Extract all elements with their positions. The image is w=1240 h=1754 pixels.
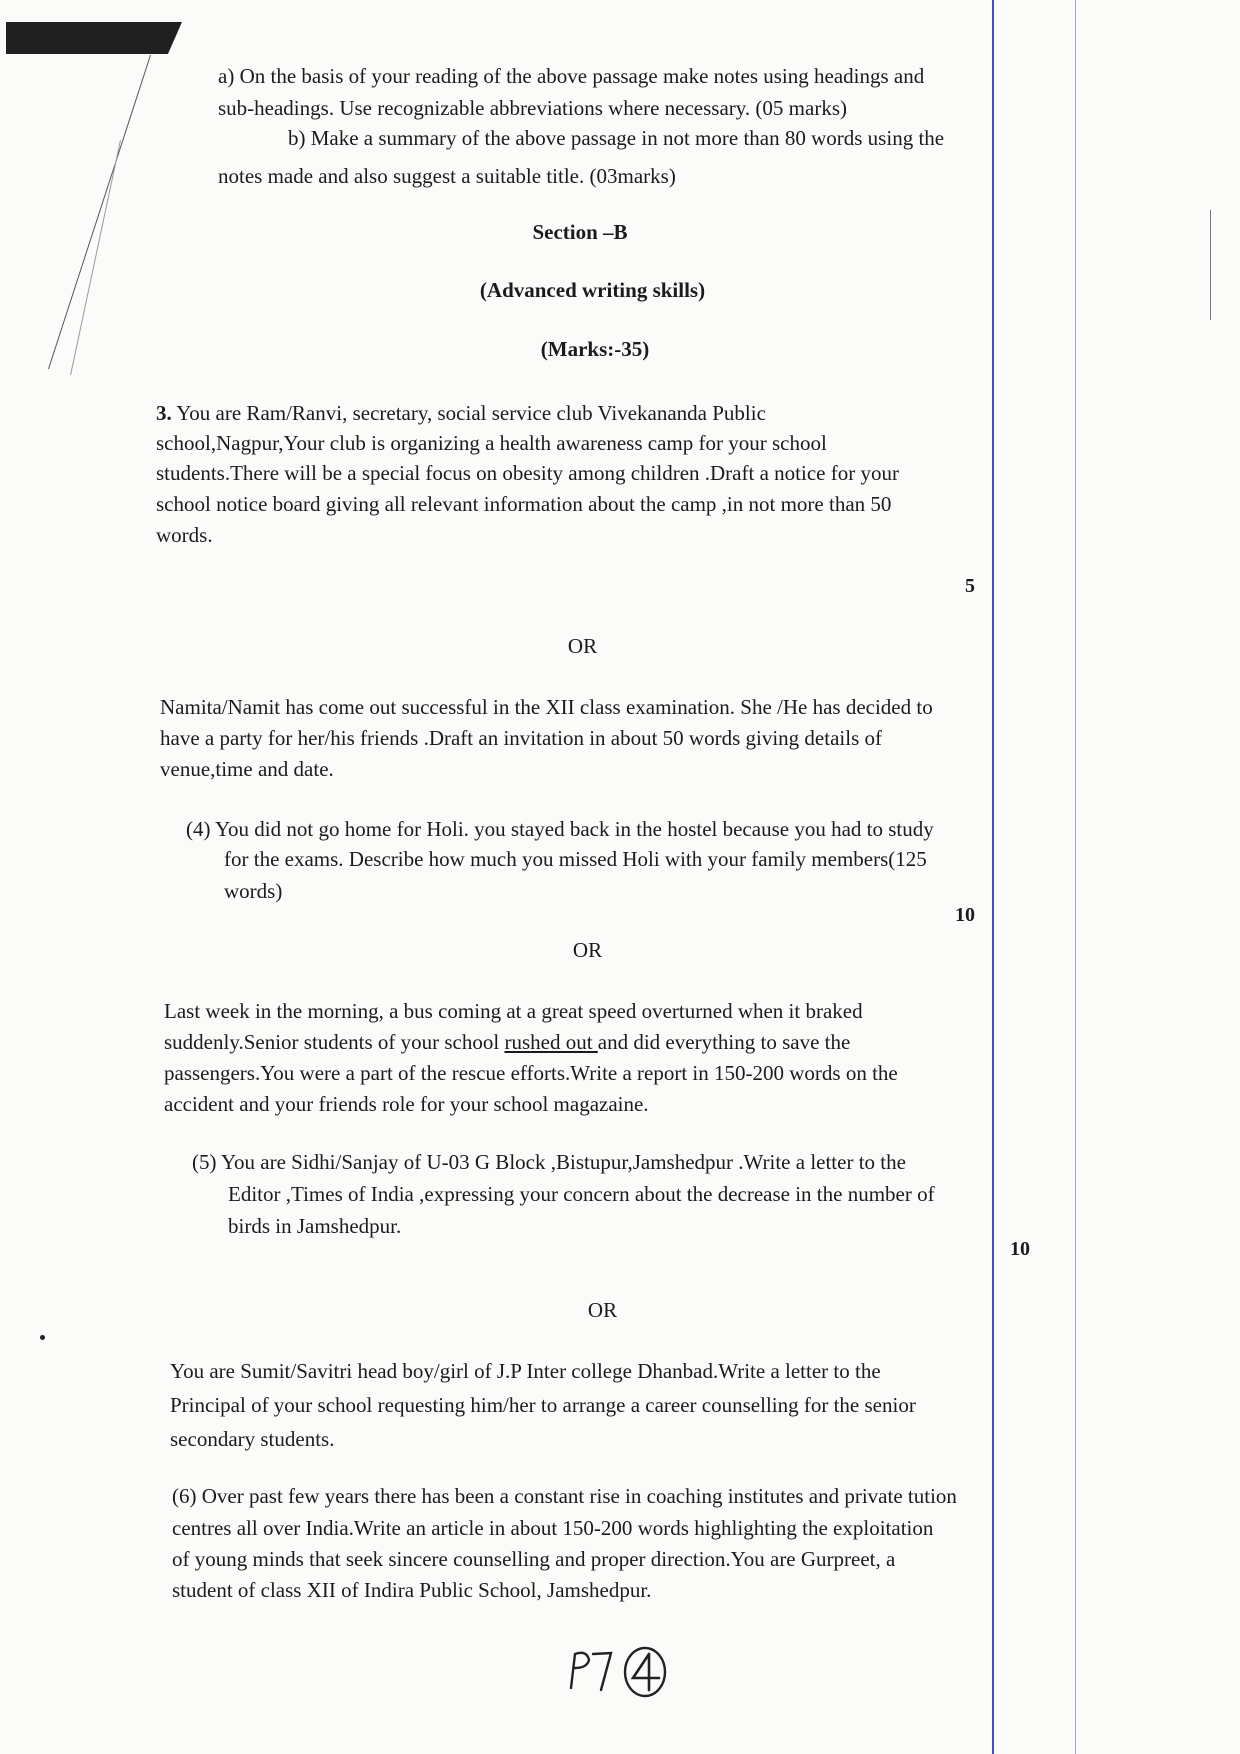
q2a-line-2: sub-headings. Use recognizable abbreviations where necessary. (05 marks) [218, 96, 847, 120]
q4-alt-underlined: rushed out [504, 1030, 598, 1054]
q4-line-3: words) [224, 879, 283, 903]
q3-line-4: school notice board giving all relevant information about the camp ,in not more than 50 [156, 492, 892, 516]
q6-line-4: student of class XII of Indira Public School, Jamshedpur. [172, 1578, 652, 1602]
q4-alt-line-1: Last week in the morning, a bus coming at a great speed overturned when it braked [164, 999, 863, 1023]
q3-text: You are Ram/Ranvi, secretary, social service club Vivekananda Public [176, 401, 766, 425]
q6-line-1: (6) Over past few years there has been a constant rise in coaching institutes and private tution [172, 1484, 957, 1508]
q6-line-2: centres all over India.Write an article in about 150-200 words highlighting the exploitation [172, 1516, 934, 1540]
q4-line-1: (4) You did not go home for Holi. you stayed back in the hostel because you had to study [186, 817, 934, 841]
q2b-line-1: b) Make a summary of the above passage in not more than 80 words using the [288, 126, 945, 150]
q4-alt-text: suddenly.Senior students of your school [164, 1030, 505, 1054]
q3-line-2: school,Nagpur,Your club is organizing a health awareness camp for your school [156, 431, 827, 455]
section-subtitle: (Advanced writing skills) [479, 278, 706, 302]
q4-alt-text: and did everything to save the [597, 1030, 851, 1054]
q3-alt-line-2: have a party for her/his friends .Draft an invitation in about 50 words giving details of [160, 726, 882, 750]
q6-line-3: of young minds that seek sincere counselling and proper direction.You are Gurpreet, a [172, 1547, 896, 1571]
scan-shadow [6, 22, 182, 54]
margin-line [992, 0, 994, 1754]
scan-dot [40, 1335, 45, 1340]
q3-alt-line-1: Namita/Namit has come out successful in the XII class examination. She /He has decided to [160, 695, 933, 719]
scan-mark [1210, 210, 1211, 320]
q5-line-2: Editor ,Times of India ,expressing your concern about the decrease in the number of [228, 1182, 935, 1206]
q3-line-1 [156, 397, 766, 429]
q2a-line-1: a) On the basis of your reading of the above passage make notes using headings and [218, 64, 925, 88]
q5-line-3: birds in Jamshedpur. [228, 1214, 402, 1238]
q3-line-3: students.There will be a special focus on obesity among children .Draft a notice for your [156, 461, 899, 485]
q5-alt-line-2: Principal of your school requesting him/her to arrange a career counselling for the senior [170, 1393, 916, 1417]
q4-alt-line-4: accident and your friends role for your school magazaine. [164, 1092, 649, 1116]
q5-marks: 10 [1010, 1238, 1030, 1260]
q4-or: OR [572, 938, 603, 962]
q3-number: 3. [156, 401, 172, 425]
q5-line-1: (5) You are Sidhi/Sanjay of U-03 G Block ,Bistupur,Jamshedpur .Write a letter to the [192, 1150, 906, 1174]
q2b-line-2: notes made and also suggest a suitable title. (03marks) [218, 164, 676, 188]
q4-marks: 10 [955, 904, 975, 926]
handwritten-page-number [565, 1640, 685, 1700]
page-edge-line [1075, 0, 1076, 1754]
q3-line-5: words. [156, 523, 213, 547]
q5-alt-line-3: secondary students. [170, 1427, 335, 1451]
q3-alt-line-3: venue,time and date. [160, 757, 334, 781]
q3-marks: 5 [965, 575, 975, 597]
section-title: Section –B [532, 220, 628, 244]
q5-alt-line-1: You are Sumit/Savitri head boy/girl of J.P Inter college Dhanbad.Write a letter to the [170, 1359, 881, 1383]
q4-alt-line-2 [164, 1026, 850, 1058]
q4-alt-line-3: passengers.You were a part of the rescue efforts.Write a report in 150-200 words on the [164, 1061, 898, 1085]
section-marks: (Marks:-35) [540, 337, 650, 361]
q4-line-2: for the exams. Describe how much you missed Holi with your family members(125 [224, 847, 927, 871]
q5-or: OR [587, 1298, 618, 1322]
q3-or: OR [567, 634, 598, 658]
scan-edge-line [48, 55, 151, 369]
